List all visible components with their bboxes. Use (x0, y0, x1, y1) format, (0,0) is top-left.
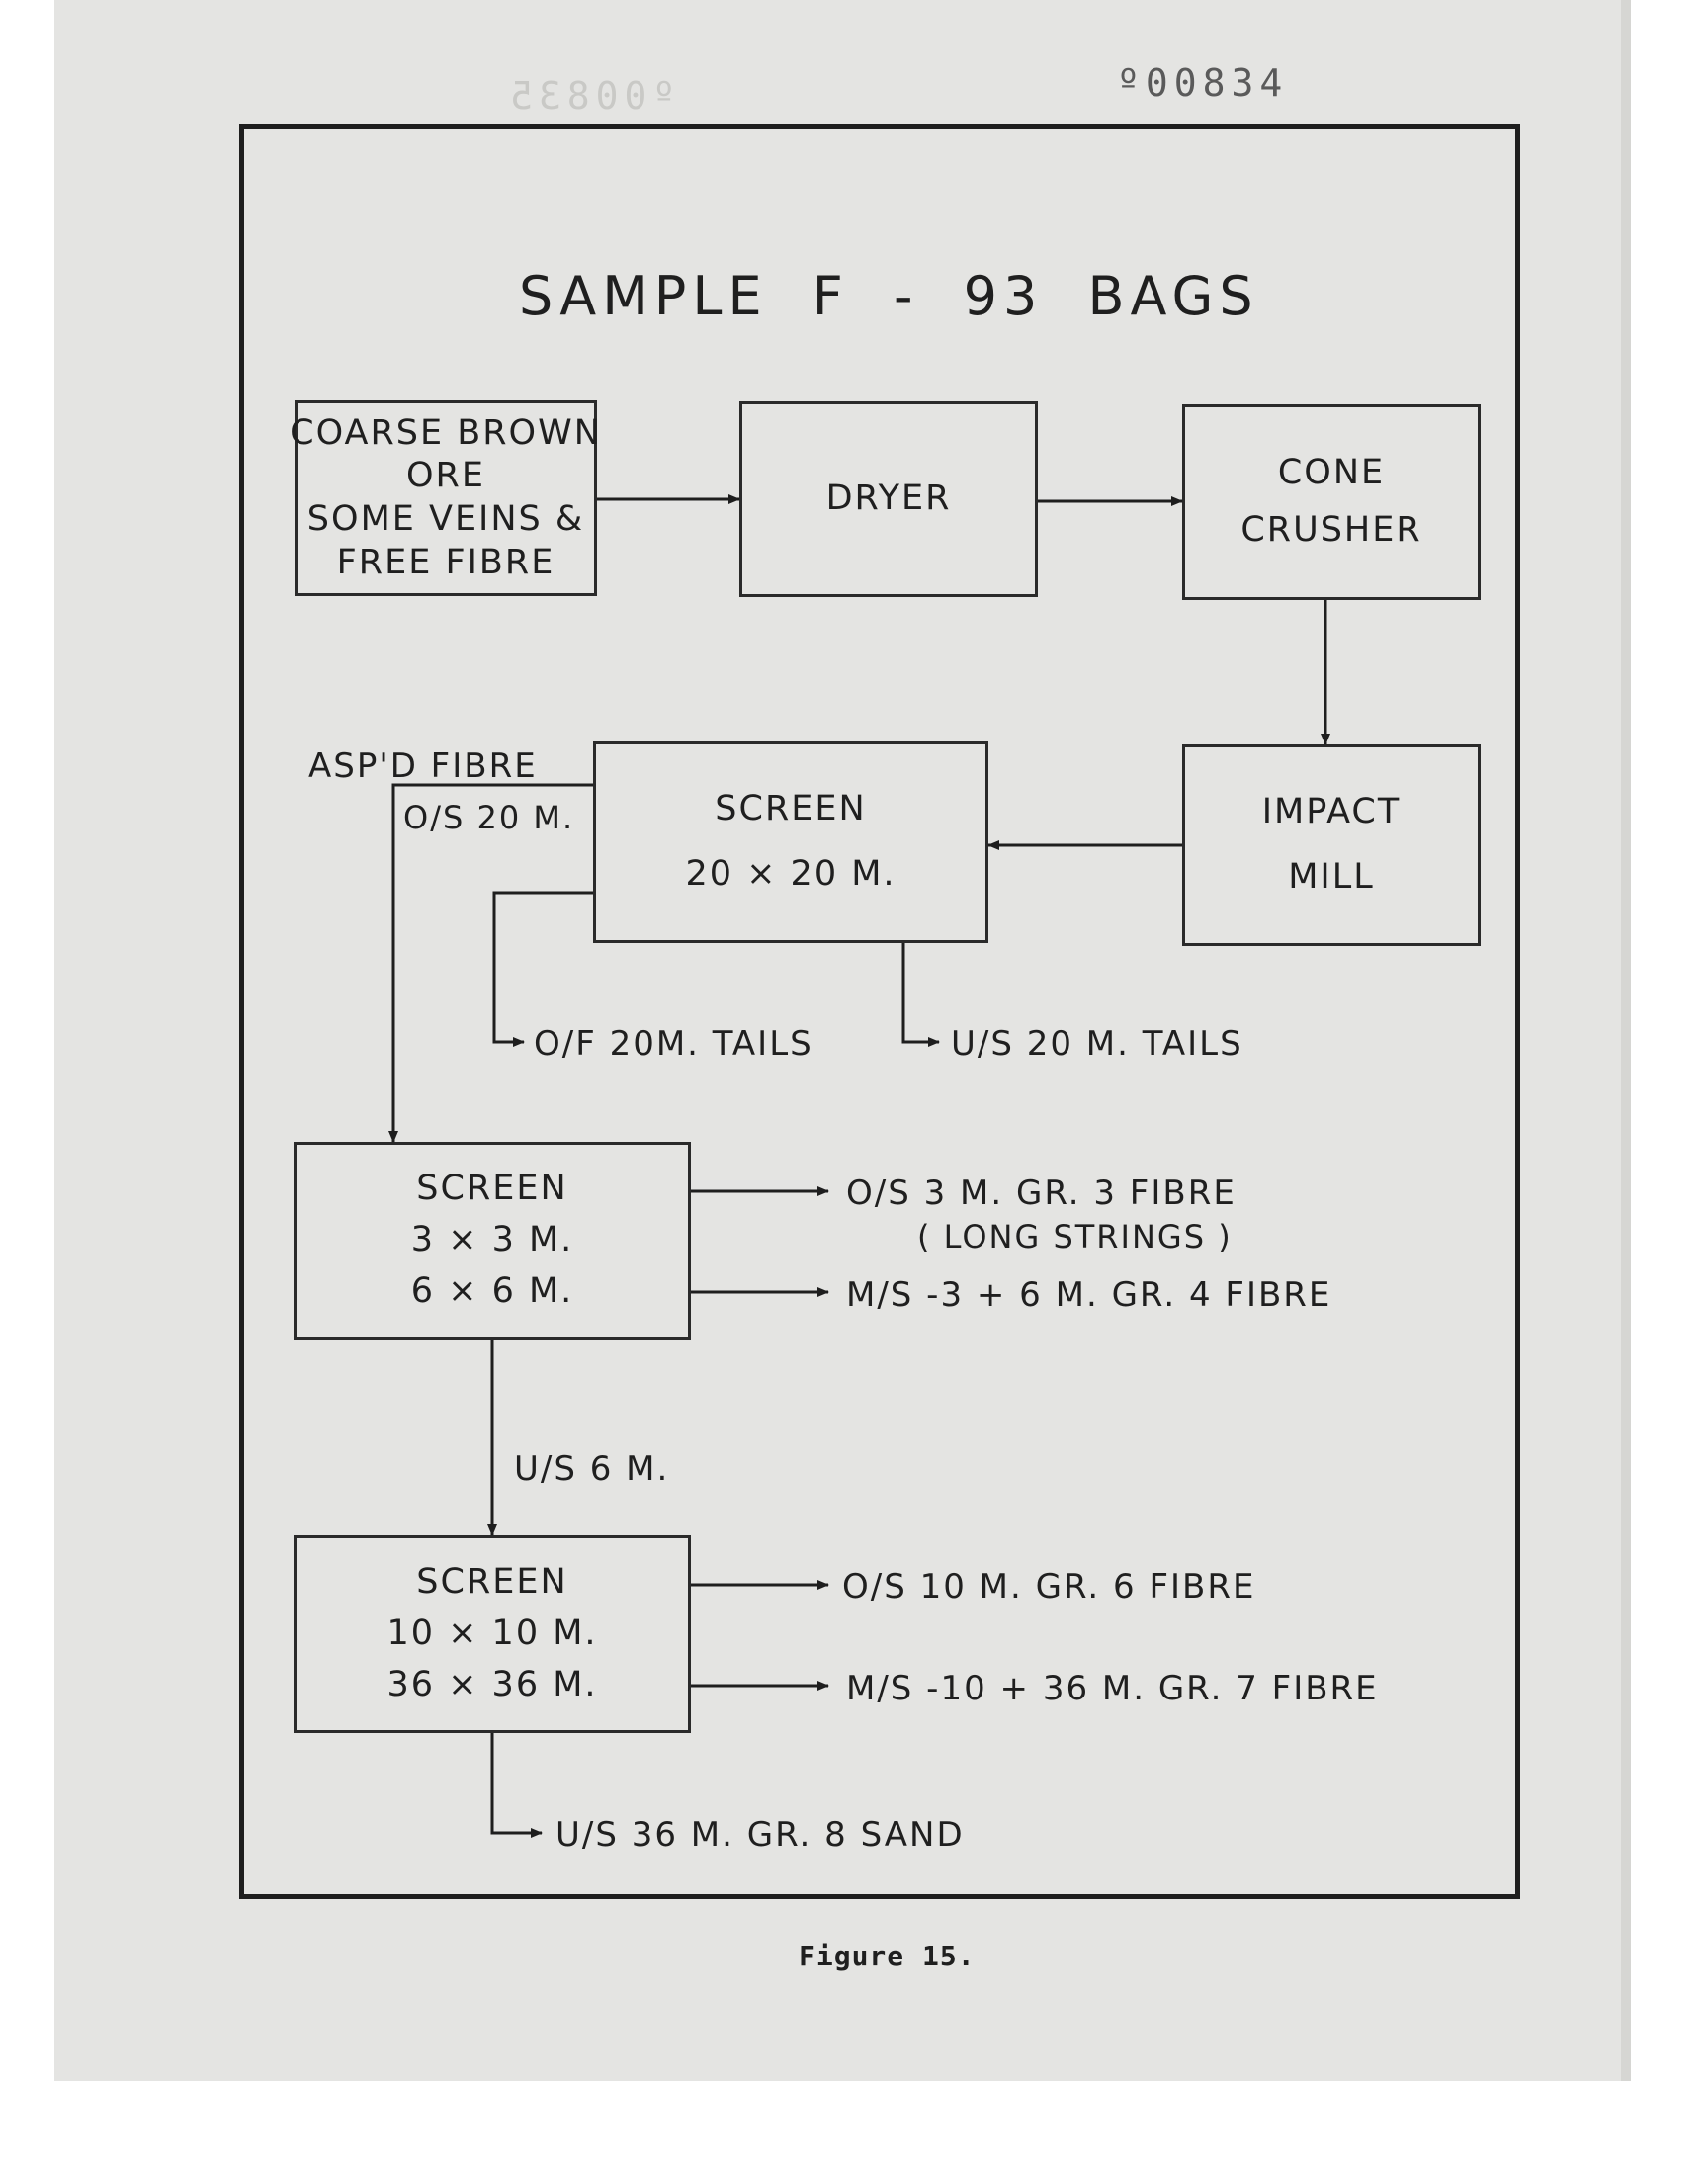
node-feed-line-1: COARSE BROWN (290, 412, 602, 453)
page-stamp-number: º00834 (1117, 61, 1289, 105)
label-long-strings: ( LONG STRINGS ) (917, 1218, 1233, 1256)
arrow-overflow-tails (494, 893, 593, 1042)
node-impact-mill-line-2: MILL (1288, 857, 1375, 897)
node-screen-20-line-1: SCREEN (715, 789, 867, 829)
label-overflow-20-tails: O/F 20M. TAILS (534, 1024, 813, 1064)
figure-caption: Figure 15. (799, 1940, 976, 1972)
label-undersize-20-tails: U/S 20 M. TAILS (951, 1024, 1243, 1064)
node-screen-10-36-line-3: 36 × 36 M. (386, 1664, 598, 1704)
node-cone-crusher-line-1: CONE (1277, 453, 1386, 493)
node-dryer-label: DRYER (825, 478, 952, 519)
node-screen-10-36-line-2: 10 × 10 M. (386, 1613, 598, 1654)
node-screen-10-36-line-1: SCREEN (416, 1562, 568, 1603)
node-feed-line-4: FREE FIBRE (336, 542, 555, 582)
label-oversize-3-gr3: O/S 3 M. GR. 3 FIBRE (846, 1174, 1237, 1213)
node-cone-crusher-line-2: CRUSHER (1240, 510, 1422, 550)
label-middle-3-6-gr4: M/S -3 + 6 M. GR. 4 FIBRE (846, 1275, 1332, 1315)
node-impact-mill-line-1: IMPACT (1261, 792, 1402, 832)
label-undersize-36-gr8-sand: U/S 36 M. GR. 8 SAND (555, 1815, 965, 1855)
node-screen-20-line-2: 20 × 20 M. (685, 854, 897, 894)
node-screen-3-6-line-3: 6 × 6 M. (410, 1270, 574, 1311)
label-oversize-10-gr6: O/S 10 M. GR. 6 FIBRE (842, 1567, 1256, 1607)
node-screen-3-6-line-1: SCREEN (416, 1169, 568, 1209)
arrow-undersize-tails (903, 943, 939, 1042)
label-oversize-20: O/S 20 M. (403, 799, 575, 836)
diagram-title: SAMPLE F - 93 BAGS (519, 265, 1259, 327)
label-middle-10-36-gr7: M/S -10 + 36 M. GR. 7 FIBRE (846, 1669, 1379, 1708)
label-aspd-fibre: ASP'D FIBRE (308, 746, 538, 786)
label-undersize-6: U/S 6 M. (514, 1449, 670, 1489)
arrow-us-36 (492, 1733, 542, 1833)
node-feed-line-3: SOME VEINS & (306, 499, 585, 539)
bleed-through-stamp: º00835 (504, 74, 676, 118)
node-feed-line-2: ORE (406, 456, 485, 496)
node-screen-3-6-line-2: 3 × 3 M. (410, 1220, 574, 1261)
